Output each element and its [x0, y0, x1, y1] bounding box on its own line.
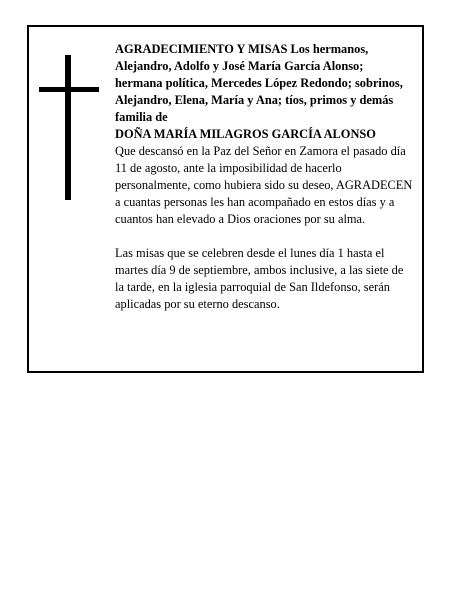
obituary-notice — [27, 25, 424, 373]
deceased-name: DOÑA MARÍA MILAGROS GARCÍA ALONSO — [115, 127, 376, 141]
cross-icon — [39, 55, 99, 200]
paragraph-spacer — [115, 228, 413, 245]
notice-heading: AGRADECIMIENTO Y MISAS Los hermanos, Alejandro, Adolfo y José María García Alonso; hermana política, Mercedes López Redondo; sobrinos, Alejandro, Elena, María y Ana; tíos, primos y demás familia de — [115, 42, 403, 124]
cross-horizontal-bar — [39, 87, 99, 92]
cross-vertical-bar — [65, 55, 71, 200]
notice-paragraph-thanks: Que descansó en la Paz del Señor en Zamora el pasado día 11 de agosto, ante la imposibilidad de hacerlo personalmente, como hubiera sido su deseo, AGRADECEN a cuantas personas les han acompañado en estos días y a cuantos han elevado a Dios oraciones por su alma. — [115, 144, 413, 226]
notice-paragraph-masses: Las misas que se celebren desde el lunes día 1 hasta el martes día 9 de septiembre, ambos inclusive, a las siete de la tarde, en la iglesia parroquial de San Ildefonso, serán aplicadas por su eterno descanso. — [115, 246, 404, 311]
notice-text — [115, 41, 413, 313]
